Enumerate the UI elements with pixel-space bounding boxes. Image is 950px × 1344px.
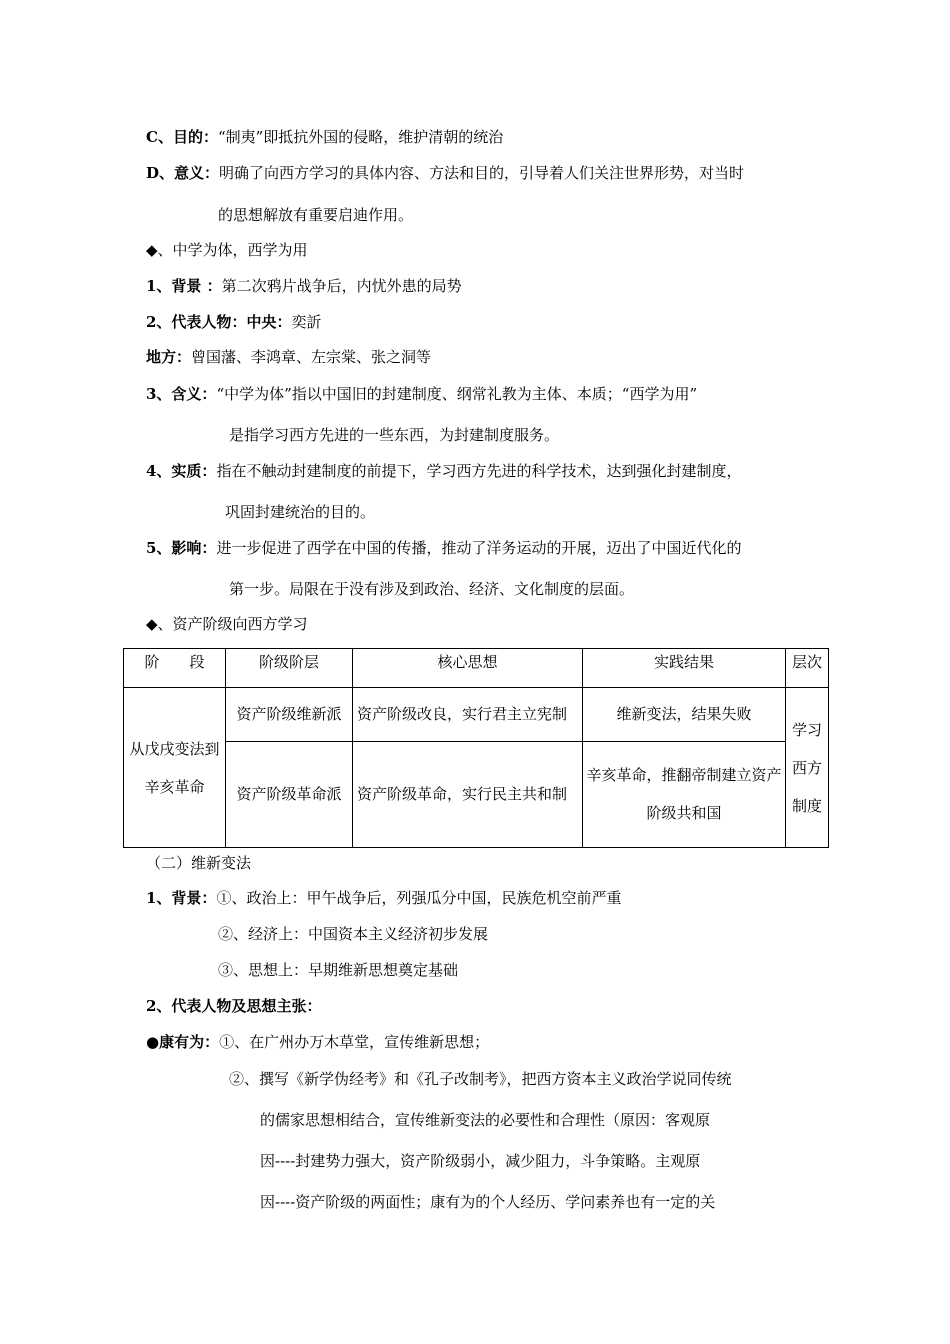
line-representative (146, 312, 321, 332)
header-level: 层次 (786, 649, 829, 688)
line-text: ②、经济上：中国资本主义经济初步发展 (218, 925, 489, 943)
line-reform-bg-2 (218, 924, 488, 944)
line-text: 第一步。局限在于没有涉及到政治、经济、文化制度的层面。 (229, 580, 635, 598)
line-text: “中学为体”指以中国旧的封建制度、纲常礼教为主体、本质；“西学为用” (216, 385, 698, 403)
cell-class: 资产阶级维新派 (226, 688, 353, 742)
line-label: 地方： (146, 348, 192, 366)
line-kang (146, 1032, 489, 1052)
line-text: 因----封建势力强大，资产阶级弱小，减少阻力，斗争策略。主观原 (260, 1152, 701, 1170)
line-impact-cont (229, 579, 634, 599)
result-text: 维新变法，结果失败 (616, 705, 752, 724)
line-reform-rep (146, 996, 321, 1016)
line-text: 进一步促进了西学在中国的传播，推动了洋务运动的开展，迈出了中国近代化的 (216, 539, 742, 557)
line-text: 是指学习西方先进的一些东西，为封建制度服务。 (229, 426, 560, 444)
line-reform-bg (146, 888, 621, 908)
line-text: ①、在广州办万木草堂，宣传维新思想； (219, 1033, 490, 1051)
line-text: ◆、资产阶级向西方学习 (146, 615, 308, 633)
cell-result (583, 741, 786, 847)
line-text: 因----资产阶级的两面性；康有为的个人经历、学问素养也有一定的关 (260, 1193, 716, 1211)
line-impact (146, 538, 741, 558)
line-label: ●康有为： (146, 1033, 220, 1051)
line-text: 巩固封建统治的目的。 (225, 503, 376, 521)
line-text: 的思想解放有重要启迪作用。 (218, 206, 414, 224)
line-label: 1、背景 ： (146, 277, 222, 295)
header-idea: 核心思想 (353, 649, 583, 688)
line-text: ②、撰写《新学伪经考》和《孔子改制考》，把西方资本主义政治学说同传统 (229, 1070, 732, 1088)
idea-text: 资产阶级改良，实行君主立宪制 (357, 705, 568, 724)
line-text: ①、政治上：甲午战争后，列强瓜分中国，民族危机空前严重 (216, 889, 622, 907)
line-text: 的儒家思想相结合，宣传维新变法的必要性和合理性（原因：客观原 (260, 1111, 711, 1129)
table-header-row (124, 649, 829, 688)
cell-idea (353, 688, 583, 742)
line-label: 2、代表人物：中央： (146, 313, 292, 331)
line-background (146, 276, 462, 296)
idea-text: 资产阶级革命，实行民主共和制 (357, 785, 568, 804)
table-row (124, 688, 829, 742)
level-text: 学习西方制度 (791, 720, 822, 815)
header-result: 实践结果 (583, 649, 786, 688)
line-purpose (146, 127, 503, 147)
cell-idea (353, 741, 583, 847)
cell-result (583, 688, 786, 742)
line-text: 曾国藩、李鸿章、左宗棠、张之洞等 (191, 348, 432, 366)
section-title (146, 853, 251, 873)
line-text: ◆、中学为体，西学为用 (146, 241, 308, 259)
cell-class: 资产阶级革命派 (226, 741, 353, 847)
bourgeois-table (123, 648, 829, 848)
line-text: 指在不触动封建制度的前提下，学习西方先进的科学技术，达到强化封建制度， (216, 462, 742, 480)
line-label: 4、实质： (146, 462, 217, 480)
line-label: D、意义： (146, 164, 220, 182)
line-definition (146, 384, 697, 404)
line-label: 3、含义： (146, 385, 217, 403)
line-text: ③、思想上：早期维新思想奠定基础 (218, 961, 459, 979)
result-text: 辛亥革命，推翻帝制建立资产阶级共和国 (586, 766, 782, 823)
line-text: 明确了向西方学习的具体内容、方法和目的，引导着人们关注世界形势，对当时 (219, 164, 745, 182)
line-kang-5 (260, 1192, 715, 1212)
header-class: 阶级阶层 (226, 649, 353, 688)
line-kang-3 (260, 1110, 710, 1130)
line-reform-bg-3 (218, 960, 458, 980)
stage-text: 从戊戌变法到辛亥革命 (129, 739, 220, 796)
line-text: （二）维新变法 (146, 854, 252, 872)
line-meaning (146, 163, 744, 183)
line-label: 5、影响： (146, 539, 217, 557)
line-text: 奕訢 (291, 313, 322, 331)
line-essence (146, 461, 741, 481)
line-text: 第二次鸦片战争后，内忧外患的局势 (221, 277, 462, 295)
line-definition-cont (229, 425, 559, 445)
line-kang-4 (260, 1151, 700, 1171)
line-label: C、目的： (146, 128, 218, 146)
cell-stage (124, 688, 226, 848)
line-essence-cont (225, 502, 375, 522)
section-heading (146, 614, 308, 634)
line-label: 1、背景： (146, 889, 217, 907)
line-label: 2、代表人物及思想主张： (146, 997, 322, 1015)
line-local (146, 347, 431, 367)
cell-level (786, 688, 829, 848)
table-row (124, 741, 829, 847)
line-meaning-cont (218, 205, 413, 225)
line-text: “制夷”即抵抗外国的侵略，维护清朝的统治 (217, 128, 504, 146)
line-kang-2 (229, 1069, 732, 1089)
section-heading (146, 240, 308, 260)
header-stage: 阶 段 (124, 649, 226, 688)
